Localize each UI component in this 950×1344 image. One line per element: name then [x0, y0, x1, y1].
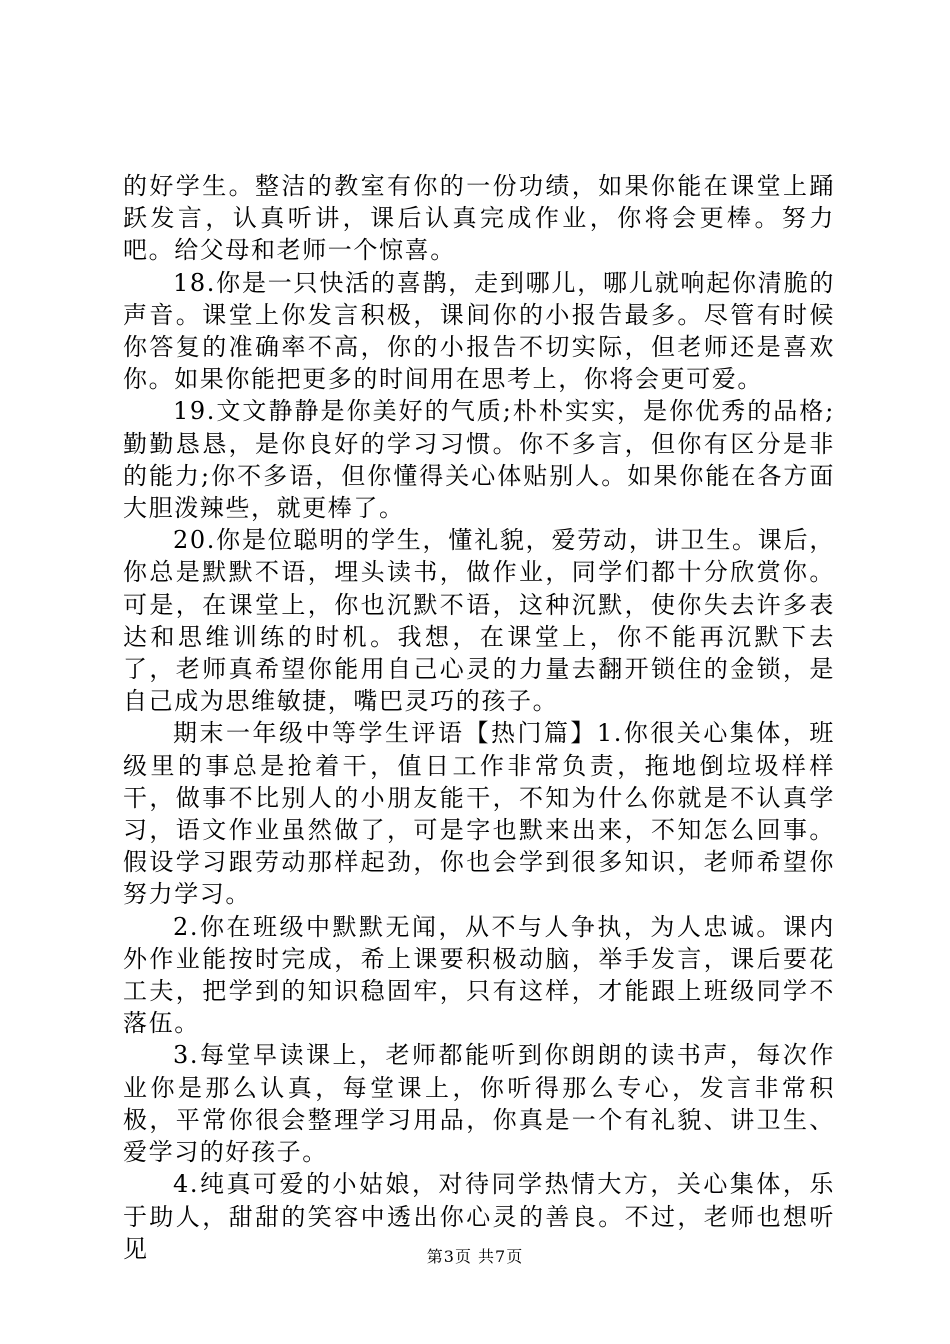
paragraph-comment-20: 20.你是位聪明的学生，懂礼貌，爱劳动，讲卫生。课后，你总是默默不语，埋头读书，做作业，同学们都十分欣赏你。可是，在课堂上，你也沉默不语，这种沉默，使你失去许多表达和思维训练的时机。我想，在课堂上，你不能再沉默下去了，老师真希望你能用自己心灵的力量去翻开锁住的金锁，是自己成为思维敏捷，嘴巴灵巧的孩子。	[123, 526, 835, 716]
paragraph-comment-19: 19.文文静静是你美好的气质;朴朴实实，是你优秀的品格;勤勤恳恳，是你良好的学习习惯。你不多言，但你有区分是非的能力;你不多语，但你懂得关心体贴别人。如果你能在各方面大胆泼辣些，就更棒了。	[123, 397, 835, 523]
document-body	[123, 170, 835, 1265]
paragraph-section-intro: 期末一年级中等学生评语【热门篇】1.你很关心集体，班级里的事总是抢着干，值日工作非常负责，拖地倒垃圾样样干，做事不比别人的小朋友能干，不知为什么你就是不认真学习，语文作业虽然做了，可是字也默来出来，不知怎么回事。假设学习跟劳动那样起劲，你也会学到很多知识，老师希望你努力学习。	[123, 719, 835, 909]
paragraph-comment-2: 2.你在班级中默默无闻，从不与人争执，为人忠诚。课内外作业能按时完成，希上课要积极动脑，举手发言，课后要花工夫，把学到的知识稳固牢，只有这样，才能跟上班级同学不落伍。	[123, 912, 835, 1038]
page-number-footer: 第3页 共7页	[426, 1247, 524, 1266]
paragraph-comment-18: 18.你是一只快活的喜鹊，走到哪儿，哪儿就响起你清脆的声音。课堂上你发言积极，课间你的小报告最多。尽管有时候你答复的准确率不高，你的小报告不切实际，但老师还是喜欢你。如果你能把更多的时间用在思考上，你将会更可爱。	[123, 268, 835, 394]
paragraph-comment-3: 3.每堂早读课上，老师都能听到你朗朗的读书声，每次作业你是那么认真，每堂课上，你听得那么专心，发言非常积极，平常你很会整理学习用品，你真是一个有礼貌、讲卫生、爱学习的好孩子。	[123, 1041, 835, 1167]
paragraph-continuation: 的好学生。整洁的教室有你的一份功绩，如果你能在课堂上踊跃发言，认真听讲，课后认真完成作业，你将会更棒。努力吧。给父母和老师一个惊喜。	[123, 172, 835, 265]
paragraph-comment-4: 4.纯真可爱的小姑娘，对待同学热情大方，关心集体，乐于助人，甜甜的笑容中透出你心灵的善良。不过，老师也想听见	[123, 1170, 835, 1263]
